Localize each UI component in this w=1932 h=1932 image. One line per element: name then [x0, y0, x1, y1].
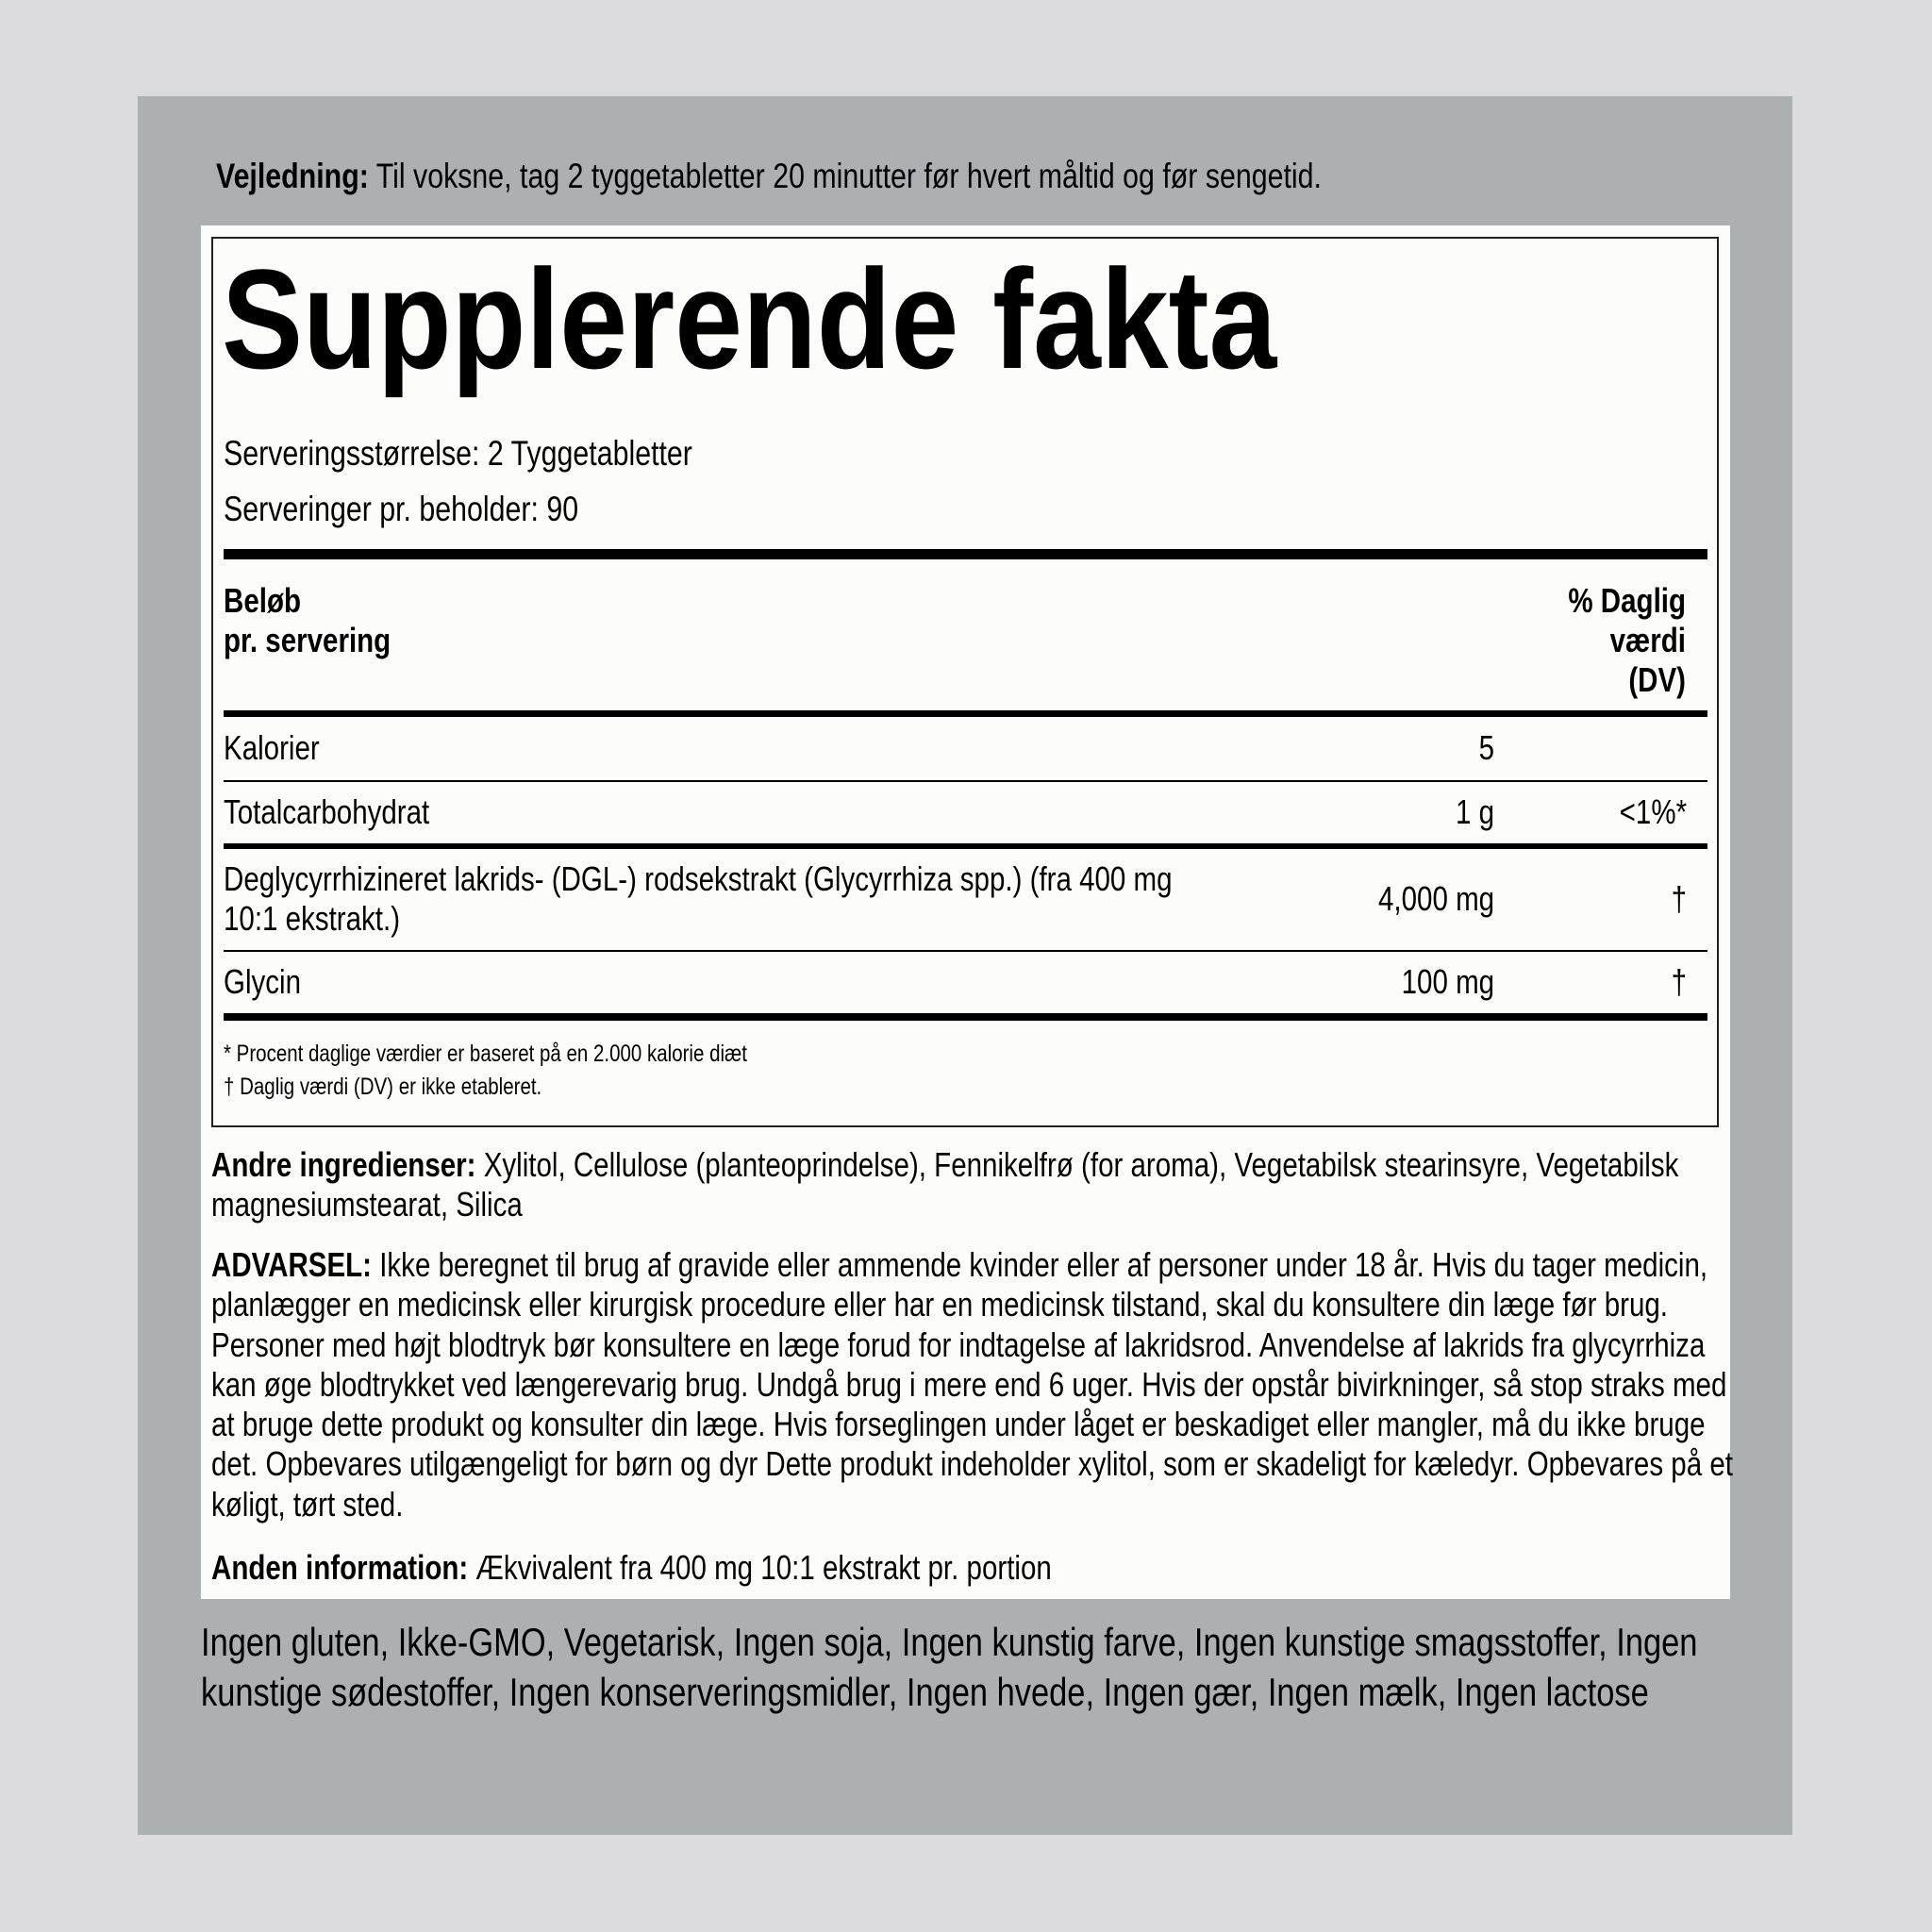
footnote-dagger: † Daglig værdi (DV) er ikke etableret.: [224, 1074, 542, 1100]
row-name: Glycin: [224, 962, 302, 1001]
row-name: Kalorier: [224, 728, 320, 767]
row-name-line: Deglycyrrhizineret lakrids- (DGL-) rodsekstrakt (Glycyrrhiza spp.) (fra 400 mg: [224, 859, 1173, 898]
other-info-text: Ækvivalent fra 400 mg 10:1 ekstrakt pr. portion: [468, 1548, 1052, 1587]
header-amount-line: Beløb: [224, 581, 302, 620]
header-dv-line: værdi: [1609, 621, 1686, 659]
warning-label: ADVARSEL:: [211, 1245, 373, 1284]
serving-size: Serveringsstørrelse: 2 Tyggetabletter: [224, 434, 692, 473]
header-dv-line: % Daglig: [1568, 581, 1686, 620]
warning: [211, 1245, 1735, 1524]
header-dv-line: (DV): [1628, 660, 1686, 699]
header-amount-line: pr. servering: [224, 621, 391, 659]
thin-divider: [224, 780, 1707, 782]
other-info-label: Anden information:: [211, 1548, 469, 1587]
medium-divider: [224, 843, 1707, 849]
servings-per-container: Serveringer pr. beholder: 90: [224, 490, 579, 528]
directions-text: Til voksne, tag 2 tyggetabletter 20 minutter før hvert måltid og før sengetid.: [368, 157, 1322, 195]
thick-divider: [224, 549, 1707, 559]
row-dv: <1%*: [1619, 792, 1687, 831]
other-ingredients-label: Andre ingredienser:: [211, 1145, 476, 1184]
medium-divider: [224, 710, 1707, 717]
header-dv: [1568, 581, 1686, 700]
free-from-claims: Ingen gluten, Ikke-GMO, Vegetarisk, Ingen soja, Ingen kunstig farve, Ingen kunstige smagsstoffer, Ingen kunstige sødestoffer, Ingen konserveringsmidler, Ingen hvede, Ingen gær, Ingen mælk, Ingen lactose: [201, 1620, 1698, 1714]
row-dv: †: [1671, 962, 1687, 1001]
footnote-dv: * Procent daglige værdier er baseret på en 2.000 kalorie diæt: [224, 1041, 747, 1067]
row-name: [224, 859, 1173, 939]
other-ingredients-text: Xylitol, Cellulose (planteoprindelse), Fennikelfrø (for aroma), Vegetabilsk stearinsyre, Vegetabilsk magnesiumstearat, Silica: [211, 1145, 1679, 1224]
thin-divider: [224, 950, 1707, 952]
row-dv: †: [1671, 879, 1687, 918]
other-ingredients: [211, 1145, 1712, 1224]
directions-label: Vejledning:: [216, 157, 369, 195]
directions: [216, 157, 1322, 196]
row-amount: 4,000 mg: [1377, 879, 1494, 918]
row-amount: 5: [1478, 728, 1494, 767]
row-name: Totalcarbohydrat: [224, 792, 430, 831]
thick-divider: [224, 1013, 1707, 1021]
row-amount: 100 mg: [1401, 962, 1494, 1001]
warning-text: Ikke beregnet til brug af gravide eller ammende kvinder eller af personer under 18 år. Hvis du tager medicin, planlægger en medicinsk eller kirurgisk procedure eller har en medicinsk tilstand, skal du konsultere din læge før brug. Personer med højt blodtryk bør konsultere en læge forud for indtagelse af lakridsrod. Anvendelse af lakrids fra glycyrrhiza kan øge blodtrykket ved længerevarig brug. Undgå brug i mere end 6 uger. Hvis der opstår bivirkninger, så stop straks med at bruge dette produkt og konsulter din læge. Hvis forseglingen under låget er beskadiget eller mangler, må du ikke bruge det. Opbevares utilgængeligt for børn og dyr Dette produkt indeholder xylitol, som er skadeligt for kæledyr. Opbevares på et køligt, tørt sted.: [211, 1245, 1733, 1524]
other-info: [211, 1548, 1052, 1588]
facts-title: Supplerende fakta: [222, 240, 1277, 398]
row-name-line: 10:1 ekstrakt.): [224, 899, 401, 938]
header-amount: [224, 581, 391, 660]
row-amount: 1 g: [1455, 792, 1494, 831]
